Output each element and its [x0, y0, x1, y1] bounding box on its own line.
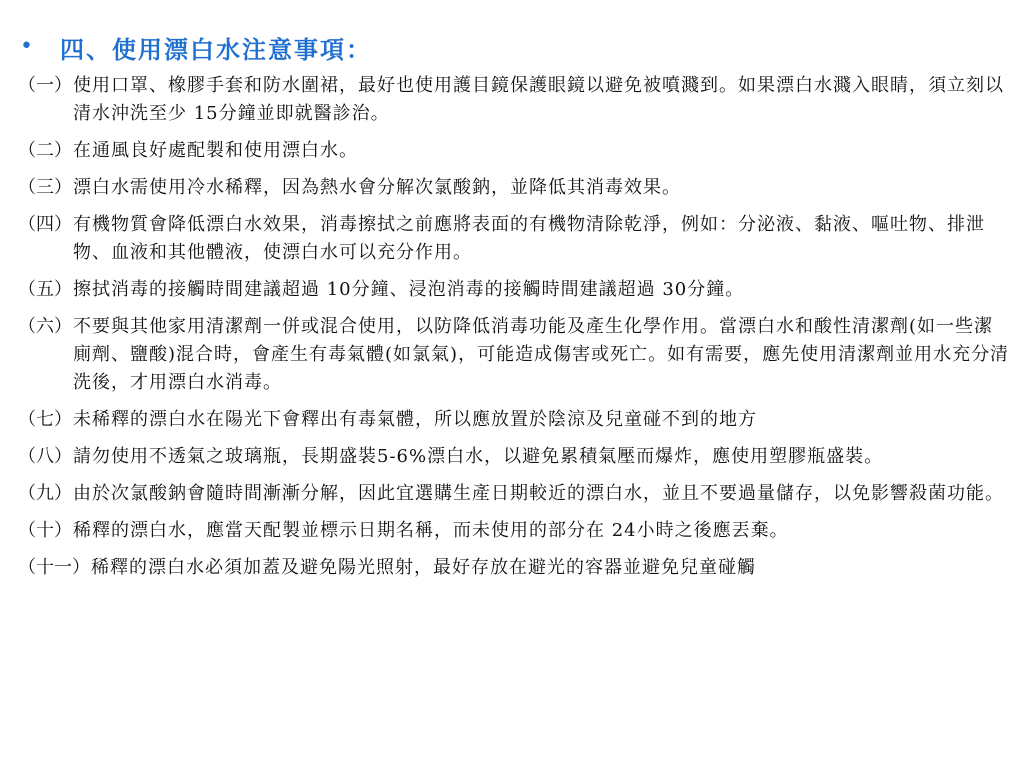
item-number: （九）	[18, 483, 72, 504]
precaution-list	[18, 72, 1012, 582]
list-item	[18, 72, 1012, 128]
item-number: （二）	[18, 140, 72, 161]
list-item	[18, 276, 1012, 304]
bullet-icon: •	[20, 34, 33, 59]
item-text: 由於次氯酸鈉會隨時間漸漸分解，因此宜選購生產日期較近的漂白水，並且不要過量儲存，以免影響殺菌功能。	[73, 483, 1004, 504]
item-number: （三）	[18, 177, 72, 198]
item-number: （七）	[18, 409, 72, 430]
list-item	[18, 137, 1012, 165]
item-number: （十一）	[18, 557, 90, 578]
slide-title: 四、使用漂白水注意事項：	[60, 34, 372, 64]
list-item	[18, 174, 1012, 202]
list-item	[18, 406, 1012, 434]
item-text: 請勿使用不透氣之玻璃瓶，長期盛裝5-6%漂白水，以避免累積氣壓而爆炸，應使用塑膠瓶盛裝。	[73, 446, 884, 467]
list-item	[18, 443, 1012, 471]
item-text: 不要與其他家用清潔劑一併或混合使用，以防降低消毒功能及產生化學作用。當漂白水和酸性清潔劑(如一些潔廁劑、鹽酸)混合時，會產生有毒氣體(如氯氣)，可能造成傷害或死亡。如有需要，應先使用清潔劑並用水充分清洗後，才用漂白水消毒。	[73, 316, 1010, 393]
item-number: （四）	[18, 214, 72, 235]
item-text: 稀釋的漂白水，應當天配製並標示日期名稱，而未使用的部分在 24小時之後應丟棄。	[73, 520, 789, 541]
item-text: 使用口罩、橡膠手套和防水圍裙，最好也使用護目鏡保護眼鏡以避免被噴濺到。如果漂白水濺入眼睛，須立刻以清水沖洗至少 15分鐘並即就醫診治。	[73, 75, 1004, 124]
item-number: （一）	[18, 75, 72, 96]
list-item	[18, 517, 1012, 545]
item-text: 稀釋的漂白水必須加蓋及避免陽光照射，最好存放在避光的容器並避免兒童碰觸	[91, 557, 756, 578]
item-number: （八）	[18, 446, 72, 467]
list-item	[18, 554, 1012, 582]
item-number: （五）	[18, 279, 72, 300]
item-text: 擦拭消毒的接觸時間建議超過 10分鐘、浸泡消毒的接觸時間建議超過 30分鐘。	[73, 279, 745, 300]
item-text: 有機物質會降低漂白水效果，消毒擦拭之前應將表面的有機物清除乾淨，例如：分泌液、黏液、嘔吐物、排泄物、血液和其他體液，使漂白水可以充分作用。	[73, 214, 985, 263]
list-item	[18, 211, 1012, 267]
item-text: 在通風良好處配製和使用漂白水。	[73, 140, 358, 161]
item-number: （六）	[18, 316, 72, 337]
item-text: 漂白水需使用冷水稀釋，因為熱水會分解次氯酸鈉，並降低其消毒效果。	[73, 177, 681, 198]
list-item	[18, 313, 1012, 397]
item-number: （十）	[18, 520, 72, 541]
item-text: 未稀釋的漂白水在陽光下會釋出有毒氣體，所以應放置於陰涼及兒童碰不到的地方	[73, 409, 757, 430]
title-row	[18, 30, 1012, 64]
list-item	[18, 480, 1012, 508]
